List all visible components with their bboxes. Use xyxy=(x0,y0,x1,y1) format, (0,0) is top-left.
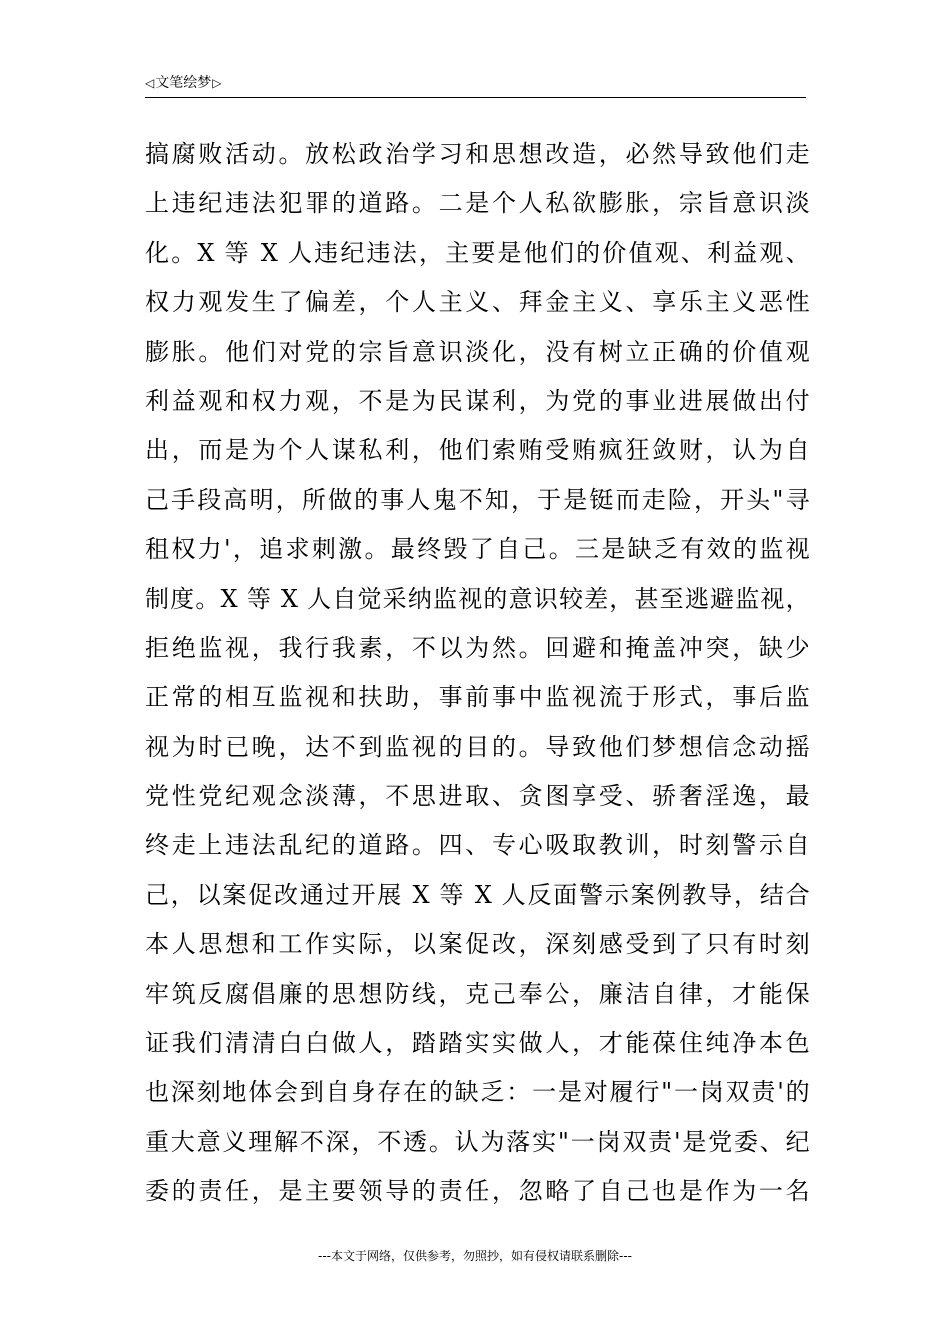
right-triangle-icon: ▷ xyxy=(212,76,222,90)
left-triangle-icon: ◁ xyxy=(145,76,155,90)
text-line: 终走上违法乱纪的道路。四、专心吸取教训，时刻警示自 xyxy=(145,831,810,860)
text-line: 利益观和权力观，不是为民谋利，为党的事业进展做出付 xyxy=(145,386,810,415)
text-line: 上违纪违法犯罪的道路。二是个人私欲膨胀，宗旨意识淡 xyxy=(145,189,810,218)
page-footer: ---本文于网络，仅供参考，勿照抄，如有侵权请联系删除--- xyxy=(318,1249,632,1263)
text-line: 牢筑反腐倡廉的思想防线，克己奉公，廉洁自律，才能保 xyxy=(145,979,810,1008)
header-divider xyxy=(145,97,806,98)
text-line: 委的责任，是主要领导的责任，忽略了自己也是作为一名 xyxy=(145,1177,810,1206)
text-line: 也深刻地体会到自身存在的缺乏：一是对履行"一岗双责'的 xyxy=(145,1078,810,1107)
text-line: 重大意义理解不深，不透。认为落实"一岗双责'是党委、纪 xyxy=(145,1127,810,1156)
text-line: 膨胀。他们对党的宗旨意识淡化，没有树立正确的价值观 xyxy=(145,337,810,366)
text-line: 正常的相互监视和扶助，事前事中监视流于形式，事后监 xyxy=(145,683,810,712)
text-line: 权力观发生了偏差，个人主义、拜金主义、享乐主义恶性 xyxy=(145,288,810,317)
text-line: 视为时已晚，达不到监视的目的。导致他们梦想信念动摇 xyxy=(145,732,810,761)
text-line: 出，而是为个人谋私利，他们索贿受贿疯狂敛财，认为自 xyxy=(145,436,810,465)
text-line: 本人思想和工作实际，以案促改，深刻感受到了只有时刻 xyxy=(145,930,810,959)
text-line: 证我们清清白白做人，踏踏实实做人，才能葆住纯净本色 xyxy=(145,1029,810,1058)
text-line: 拒绝监视，我行我素，不以为然。回避和掩盖冲突，缺少 xyxy=(145,633,810,662)
text-line: 化。X 等 X 人违纪违法，主要是他们的价值观、利益观、 xyxy=(145,238,810,267)
header-title: 文笔绘梦 xyxy=(155,75,212,91)
text-line: 租权力'，追求刺激。最终毁了自己。三是缺乏有效的监视 xyxy=(145,535,810,564)
text-line: 搞腐败活动。放松政治学习和思想改造，必然导致他们走 xyxy=(145,140,810,168)
text-line: 制度。X 等 X 人自觉采纳监视的意识较差，甚至逃避监视， xyxy=(145,584,810,613)
text-line: 党性党纪观念淡薄，不思进取、贪图享受、骄奢淫逸，最 xyxy=(145,782,810,811)
page-header xyxy=(145,74,221,92)
text-line: 己，以案促改通过开展 X 等 X 人反面警示案例教导，结合 xyxy=(145,880,810,909)
text-line: 己手段高明，所做的事人鬼不知，于是铤而走险，开头"寻 xyxy=(145,485,810,514)
body-text xyxy=(145,130,810,1217)
